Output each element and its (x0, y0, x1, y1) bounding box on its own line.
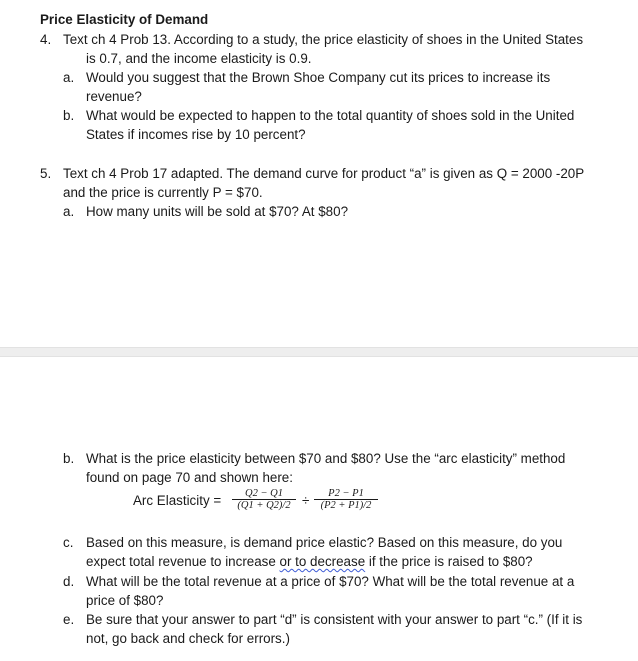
q5d-line1: What will be the total revenue at a price of $70? What will be the total revenue at a (86, 574, 575, 589)
q4-number: 4. (40, 32, 52, 47)
q5e-marker: e. (63, 612, 75, 627)
formula-label: Arc Elasticity = (133, 493, 222, 508)
q4b-line1: What would be expected to happen to the total quantity of shoes sold in the United (86, 108, 575, 123)
q4b-marker: b. (63, 108, 75, 123)
q4b-line2: States if incomes rise by 10 percent? (86, 127, 306, 142)
q5b-marker: b. (63, 451, 75, 466)
page-title: Price Elasticity of Demand (40, 12, 209, 27)
q5c-line1: Based on this measure, is demand price elastic? Based on this measure, do you (86, 535, 563, 550)
q5c-line2-end: if the price is raised to $80? (365, 554, 533, 569)
spellcheck-underlined-text[interactable]: or to decrease (279, 554, 366, 569)
q5d-line2: price of $80? (86, 593, 164, 608)
q4a-line1: Would you suggest that the Brown Shoe Company cut its prices to increase its (86, 70, 551, 85)
fraction-quantity-denominator: (Q1 + Q2)/2 (237, 500, 291, 511)
divide-sign: ÷ (302, 493, 310, 508)
q5c-line2-start: expect total revenue to increase (86, 554, 280, 569)
fraction-price-denominator: (P2 + P1)/2 (320, 500, 372, 511)
formula-fraction-price (314, 488, 378, 511)
q4a-marker: a. (63, 70, 75, 85)
fraction-price-numerator: P2 − P1 (314, 488, 378, 500)
q4a-line2: revenue? (86, 89, 142, 104)
q5c-line2 (86, 552, 533, 571)
q5d-marker: d. (63, 574, 75, 589)
q5-number: 5. (40, 166, 52, 181)
q5b-line2: found on page 70 and shown here: (86, 470, 293, 485)
q5b-line1: What is the price elasticity between $70 and $80? Use the “arc elasticity” method (86, 451, 566, 466)
formula-fraction-quantity (232, 488, 296, 511)
q5c-marker: c. (63, 535, 74, 550)
q5e-line2: not, go back and check for errors.) (86, 631, 290, 646)
q5a-line1: How many units will be sold at $70? At $80? (86, 204, 349, 219)
q4-text-line1: Text ch 4 Prob 13. According to a study, the price elasticity of shoes in the United States (63, 32, 584, 47)
q5-text-line1: Text ch 4 Prob 17 adapted. The demand curve for product “a” is given as Q = 2000 -20P (63, 166, 585, 181)
page-break (0, 347, 638, 357)
q5a-marker: a. (63, 204, 75, 219)
q4-text-line2: is 0.7, and the income elasticity is 0.9. (86, 51, 312, 66)
q5e-line1: Be sure that your answer to part “d” is consistent with your answer to part “c.” (If it is (86, 612, 583, 627)
q5-text-line2: and the price is currently P = $70. (63, 185, 263, 200)
fraction-quantity-numerator: Q2 − Q1 (232, 488, 296, 500)
